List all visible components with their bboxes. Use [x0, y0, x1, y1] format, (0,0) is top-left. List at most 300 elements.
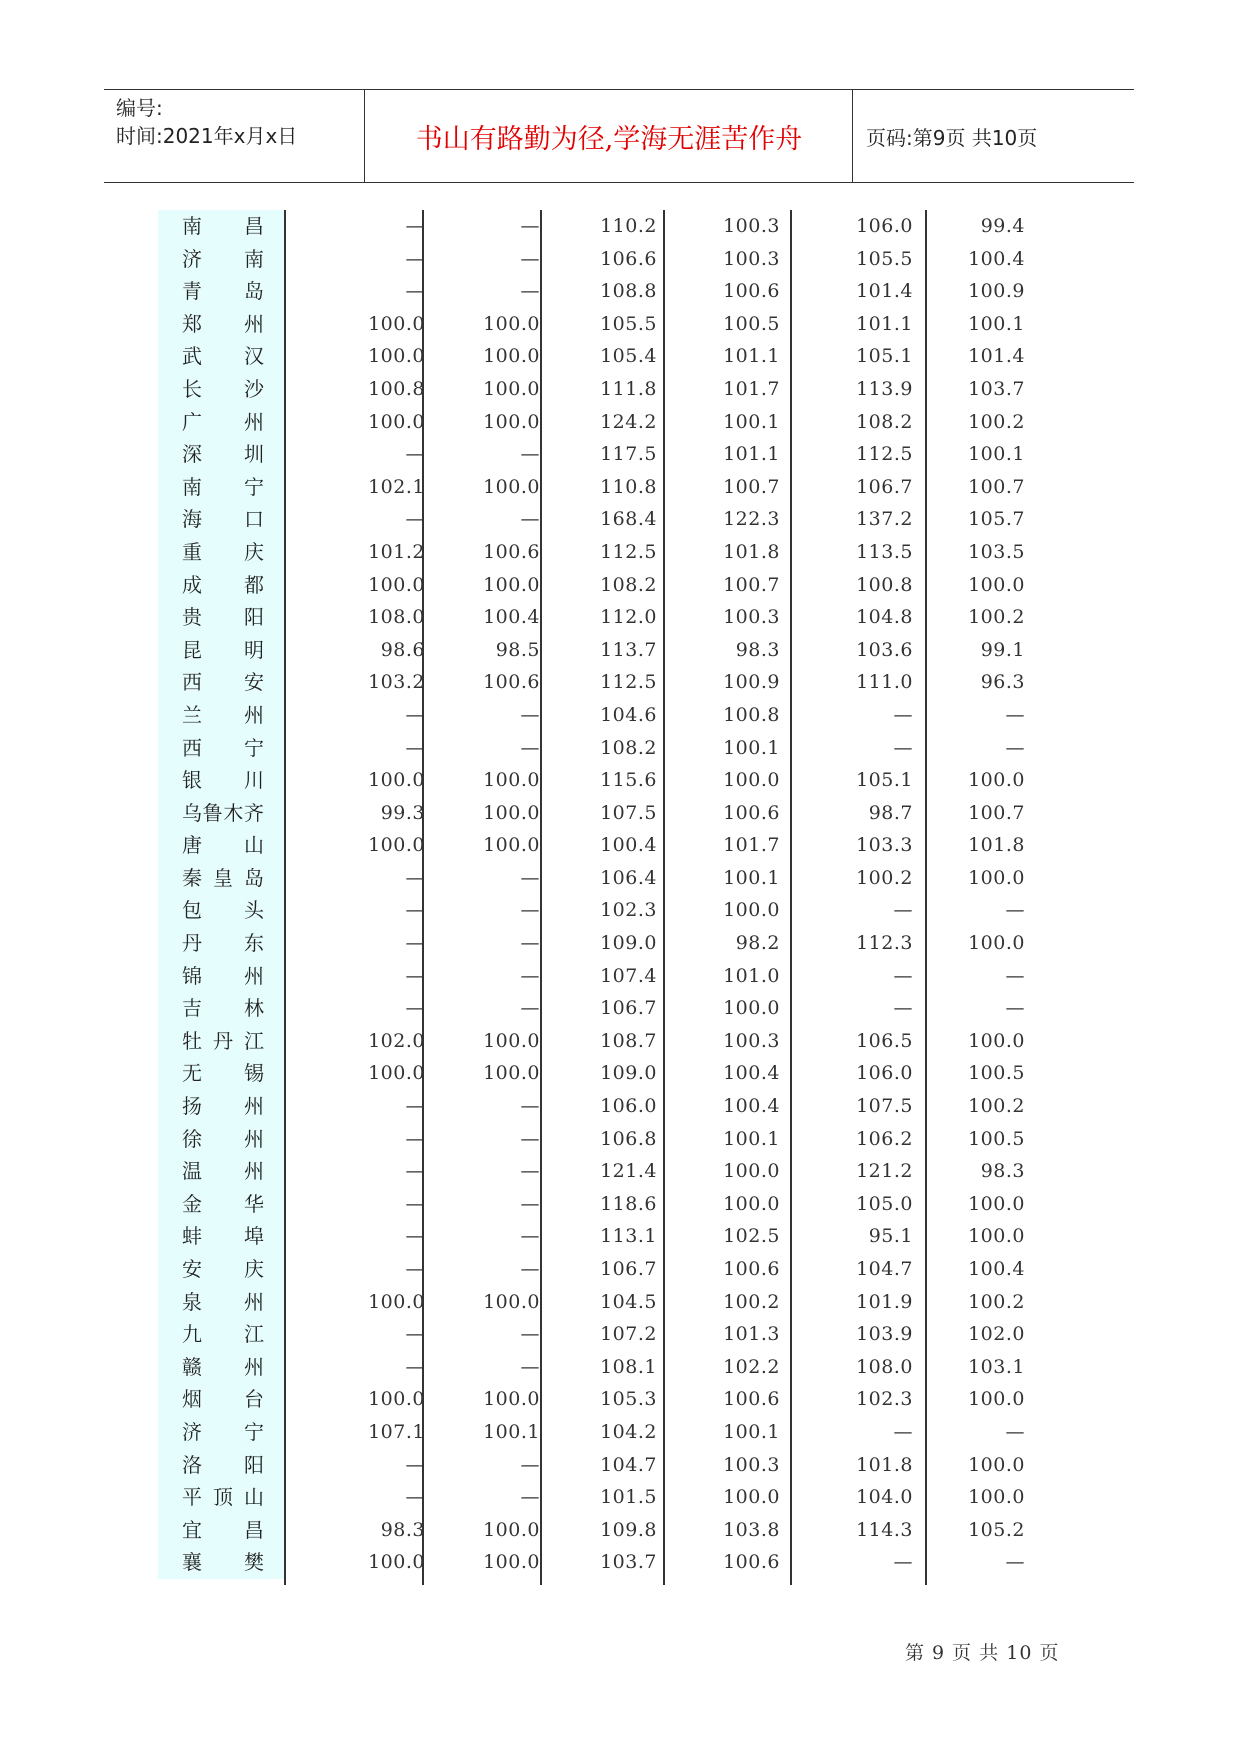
index-value: 102.3	[600, 899, 657, 922]
index-value: —	[405, 866, 425, 889]
index-value: 100.0	[723, 1486, 780, 1509]
index-value: —	[520, 1453, 540, 1476]
table-row	[158, 275, 1058, 308]
city-name: 郑州	[158, 308, 284, 341]
index-value: 113.9	[856, 377, 913, 400]
city-name: 安庆	[158, 1253, 284, 1286]
index-value: 98.6	[380, 638, 425, 661]
index-value: 106.7	[600, 997, 657, 1020]
index-value: —	[520, 736, 540, 759]
index-value: —	[405, 1453, 425, 1476]
index-value: 101.3	[723, 1323, 780, 1346]
index-value: 100.4	[483, 606, 540, 629]
index-value: —	[520, 280, 540, 303]
index-value: 112.3	[856, 932, 913, 955]
index-value: 100.5	[968, 1127, 1025, 1150]
index-value: 99.3	[380, 801, 425, 824]
index-value: 104.7	[856, 1258, 913, 1280]
index-value: 100.6	[723, 1551, 780, 1574]
index-value: 112.5	[600, 671, 657, 694]
page-footer: 第 9 页 共 10 页	[905, 1642, 1060, 1664]
index-value: 100.0	[968, 573, 1025, 596]
city-name: 秦皇岛	[158, 862, 284, 895]
index-value: 100.2	[723, 1290, 780, 1313]
index-value: 101.4	[856, 280, 913, 303]
index-value: —	[520, 899, 540, 922]
index-value: 105.2	[968, 1518, 1025, 1541]
city-name: 西宁	[158, 732, 284, 765]
index-value: 104.2	[600, 1420, 657, 1443]
city-name: 重庆	[158, 536, 284, 569]
city-name: 金华	[158, 1188, 284, 1221]
index-value: —	[520, 1225, 540, 1248]
index-value: 100.6	[723, 280, 780, 303]
index-value: —	[405, 1160, 425, 1183]
time-label: 时间:2021年x月x日	[116, 124, 298, 148]
index-value: 100.5	[723, 312, 780, 335]
table-row	[158, 797, 1058, 830]
index-value: 100.0	[483, 377, 540, 400]
index-value: 106.0	[856, 1062, 913, 1085]
index-value: —	[405, 1355, 425, 1378]
page-header	[104, 89, 1134, 183]
index-value: 100.0	[368, 312, 425, 335]
index-value: —	[520, 997, 540, 1020]
city-name: 赣州	[158, 1351, 284, 1384]
index-value: 105.1	[856, 769, 913, 792]
table-row	[158, 503, 1058, 536]
index-value: 100.9	[723, 671, 780, 694]
index-value: —	[405, 932, 425, 955]
index-value: 100.0	[483, 801, 540, 824]
table-row	[158, 1383, 1058, 1416]
index-value: 101.4	[968, 345, 1025, 368]
index-value: 100.0	[968, 1486, 1025, 1509]
index-value: —	[893, 964, 913, 987]
index-value: 100.0	[368, 1551, 425, 1574]
index-value: 105.7	[968, 508, 1025, 531]
index-value: 100.0	[483, 312, 540, 335]
index-value: 100.1	[968, 312, 1025, 335]
index-value: 100.0	[368, 1290, 425, 1313]
index-value: 108.2	[856, 410, 913, 433]
index-value: 107.4	[600, 964, 657, 987]
index-value: 104.7	[600, 1453, 657, 1476]
index-value: —	[1005, 736, 1025, 759]
index-value: 100.0	[483, 1388, 540, 1411]
index-value: 100.0	[483, 1062, 540, 1085]
index-value: 101.8	[856, 1453, 913, 1476]
index-value: 103.2	[368, 671, 425, 694]
city-name: 无锡	[158, 1057, 284, 1090]
index-value: 100.0	[483, 1518, 540, 1541]
index-value: 100.2	[968, 410, 1025, 433]
table-row	[158, 764, 1058, 797]
index-value: —	[405, 1486, 425, 1509]
index-value: 100.1	[723, 410, 780, 433]
table-row	[158, 894, 1058, 927]
index-value: 118.6	[600, 1192, 657, 1215]
index-value: 117.5	[600, 443, 657, 466]
index-value: 100.0	[723, 1192, 780, 1215]
index-value: 104.6	[600, 703, 657, 726]
index-value: 107.1	[368, 1420, 425, 1443]
city-name: 深圳	[158, 438, 284, 471]
index-value: 100.1	[483, 1420, 540, 1443]
city-name: 牡丹江	[158, 1025, 284, 1058]
table-row	[158, 1220, 1058, 1253]
index-value: 100.0	[368, 1388, 425, 1411]
city-name: 烟台	[158, 1383, 284, 1416]
index-value: 101.5	[600, 1486, 657, 1509]
city-name: 成都	[158, 569, 284, 602]
table-row	[158, 601, 1058, 634]
index-value: 122.3	[723, 508, 780, 531]
index-value: 105.1	[856, 345, 913, 368]
table-row	[158, 1253, 1058, 1286]
index-value: 100.6	[483, 671, 540, 694]
index-value: 100.2	[856, 866, 913, 889]
index-value: 102.0	[968, 1323, 1025, 1346]
index-value: 106.8	[600, 1127, 657, 1150]
index-value: 102.5	[723, 1225, 780, 1248]
table-row	[158, 1318, 1058, 1351]
city-name: 泉州	[158, 1286, 284, 1319]
index-value: 108.8	[600, 280, 657, 303]
index-value: 108.7	[600, 1029, 657, 1052]
index-value: 100.0	[368, 573, 425, 596]
price-index-table	[158, 210, 1058, 1579]
index-value: 100.8	[368, 377, 425, 400]
index-value: 100.4	[600, 834, 657, 857]
index-value: 102.0	[368, 1029, 425, 1052]
index-value: —	[893, 736, 913, 759]
table-row	[158, 960, 1058, 993]
index-value: 104.0	[856, 1486, 913, 1509]
index-value: 100.0	[483, 769, 540, 792]
index-value: 100.7	[723, 573, 780, 596]
index-value: 111.0	[856, 671, 913, 694]
index-value: 100.7	[723, 475, 780, 498]
table-row	[158, 992, 1058, 1025]
city-name: 乌鲁木齐	[158, 797, 284, 830]
city-name: 济南	[158, 243, 284, 276]
table-row	[158, 927, 1058, 960]
index-value: 105.5	[600, 312, 657, 335]
index-value: 100.1	[723, 866, 780, 889]
index-value: 121.4	[600, 1160, 657, 1183]
index-value: 101.1	[723, 443, 780, 466]
index-value: —	[520, 1258, 540, 1280]
index-value: 100.2	[968, 1290, 1025, 1313]
table-row	[158, 1188, 1058, 1221]
index-value: —	[520, 1355, 540, 1378]
index-value: —	[405, 899, 425, 922]
index-value: 101.8	[723, 540, 780, 563]
index-value: 100.4	[723, 1062, 780, 1085]
index-value: —	[1005, 1420, 1025, 1443]
index-value: 101.1	[723, 345, 780, 368]
index-value: —	[520, 1127, 540, 1150]
index-value: 124.2	[600, 410, 657, 433]
index-value: 100.0	[368, 1062, 425, 1085]
index-value: 100.4	[968, 1258, 1025, 1280]
city-name: 昆明	[158, 634, 284, 667]
index-value: 109.8	[600, 1518, 657, 1541]
index-value: 98.5	[495, 638, 540, 661]
index-value: 106.0	[856, 215, 913, 237]
index-value: —	[405, 508, 425, 531]
index-value: 100.9	[968, 280, 1025, 303]
index-value: —	[520, 964, 540, 987]
index-value: —	[405, 1258, 425, 1280]
index-value: 100.0	[968, 1225, 1025, 1248]
index-value: 121.2	[856, 1160, 913, 1183]
city-name: 温州	[158, 1155, 284, 1188]
index-value: 113.7	[600, 638, 657, 661]
index-value: —	[520, 703, 540, 726]
table-row	[158, 1057, 1058, 1090]
index-value: 100.8	[723, 703, 780, 726]
index-value: 100.1	[968, 443, 1025, 466]
index-value: —	[893, 899, 913, 922]
index-value: 100.1	[723, 1127, 780, 1150]
index-value: —	[520, 215, 540, 237]
index-value: —	[893, 703, 913, 726]
index-value: 101.2	[368, 540, 425, 563]
index-value: 98.2	[735, 932, 780, 955]
table-row	[158, 1449, 1058, 1482]
index-value: 100.0	[968, 1029, 1025, 1052]
city-name: 洛阳	[158, 1449, 284, 1482]
index-value: 107.5	[856, 1095, 913, 1118]
index-value: 98.3	[980, 1160, 1025, 1183]
index-value: 105.0	[856, 1192, 913, 1215]
city-name: 海口	[158, 503, 284, 536]
index-value: 100.6	[483, 540, 540, 563]
index-value: —	[405, 443, 425, 466]
index-value: —	[405, 997, 425, 1020]
table-row	[158, 1155, 1058, 1188]
index-value: 100.0	[968, 769, 1025, 792]
index-value: 101.7	[723, 377, 780, 400]
index-value: 100.0	[368, 834, 425, 857]
index-value: —	[405, 703, 425, 726]
index-value: 108.1	[600, 1355, 657, 1378]
table-row	[158, 732, 1058, 765]
index-value: 99.1	[980, 638, 1025, 661]
index-value: 100.1	[723, 1420, 780, 1443]
table-row	[158, 1090, 1058, 1123]
index-value: 98.7	[868, 801, 913, 824]
index-value: 104.8	[856, 606, 913, 629]
index-value: 113.1	[600, 1225, 657, 1248]
index-value: 107.2	[600, 1323, 657, 1346]
index-value: 109.0	[600, 1062, 657, 1085]
index-value: —	[405, 247, 425, 270]
index-value: —	[520, 508, 540, 531]
header-motto: 书山有路勤为径,学海无涯苦作舟	[415, 123, 803, 155]
city-name: 南昌	[158, 210, 284, 243]
index-value: 100.3	[723, 247, 780, 270]
index-value: 95.1	[868, 1225, 913, 1248]
index-value: —	[520, 247, 540, 270]
table-row	[158, 308, 1058, 341]
index-value: 103.9	[856, 1323, 913, 1346]
index-value: 100.6	[723, 1388, 780, 1411]
index-value: 100.0	[483, 410, 540, 433]
index-value: —	[405, 1192, 425, 1215]
index-value: 105.5	[856, 247, 913, 270]
index-value: —	[1005, 997, 1025, 1020]
index-value: 110.2	[600, 215, 657, 237]
index-value: —	[893, 1420, 913, 1443]
index-value: 100.7	[968, 801, 1025, 824]
city-name: 扬州	[158, 1090, 284, 1123]
index-value: 100.0	[368, 769, 425, 792]
header-page-number: 页码:第9页 共10页	[866, 125, 1038, 150]
index-value: 112.5	[600, 540, 657, 563]
index-value: —	[405, 736, 425, 759]
index-value: 102.2	[723, 1355, 780, 1378]
index-value: 100.4	[723, 1095, 780, 1118]
table-row	[158, 243, 1058, 276]
index-value: 100.6	[723, 801, 780, 824]
index-value: 111.8	[600, 377, 657, 400]
table-row	[158, 1351, 1058, 1384]
header-divider	[364, 90, 365, 182]
index-value: 100.6	[723, 1258, 780, 1280]
city-name: 长沙	[158, 373, 284, 406]
index-value: 104.5	[600, 1290, 657, 1313]
index-value: 100.3	[723, 1453, 780, 1476]
index-value: 106.2	[856, 1127, 913, 1150]
index-value: 100.0	[968, 1453, 1025, 1476]
index-value: 100.5	[968, 1062, 1025, 1085]
index-value: —	[520, 1323, 540, 1346]
index-value: 102.3	[856, 1388, 913, 1411]
index-value: —	[520, 866, 540, 889]
index-value: —	[520, 1095, 540, 1118]
table-row	[158, 373, 1058, 406]
index-value: 100.0	[968, 1192, 1025, 1215]
index-value: 100.3	[723, 1029, 780, 1052]
index-value: 108.2	[600, 736, 657, 759]
index-value: 103.8	[723, 1518, 780, 1541]
index-value: —	[893, 1551, 913, 1574]
index-value: —	[405, 1127, 425, 1150]
index-value: 101.8	[968, 834, 1025, 857]
index-value: 103.6	[856, 638, 913, 661]
index-value: 100.0	[723, 1160, 780, 1183]
index-value: 100.3	[723, 606, 780, 629]
city-name: 济宁	[158, 1416, 284, 1449]
index-value: 103.1	[968, 1355, 1025, 1378]
index-value: 100.0	[368, 345, 425, 368]
table-row	[158, 699, 1058, 732]
table-row	[158, 1416, 1058, 1449]
index-value: 114.3	[856, 1518, 913, 1541]
city-name: 襄樊	[158, 1546, 284, 1579]
city-name: 唐山	[158, 829, 284, 862]
city-name: 贵阳	[158, 601, 284, 634]
index-value: 98.3	[380, 1518, 425, 1541]
city-name: 南宁	[158, 471, 284, 504]
index-value: 103.7	[968, 377, 1025, 400]
index-value: 106.7	[600, 1258, 657, 1280]
index-value: 100.0	[483, 345, 540, 368]
table-row	[158, 1025, 1058, 1058]
city-name: 徐州	[158, 1123, 284, 1156]
index-value: —	[520, 1160, 540, 1183]
city-name: 兰州	[158, 699, 284, 732]
table-row	[158, 536, 1058, 569]
city-name: 青岛	[158, 275, 284, 308]
index-value: 137.2	[856, 508, 913, 531]
index-value: 100.0	[483, 573, 540, 596]
index-value: 106.5	[856, 1029, 913, 1052]
index-value: 106.6	[600, 247, 657, 270]
index-value: 100.0	[483, 475, 540, 498]
index-value: 100.0	[483, 1551, 540, 1574]
index-value: —	[520, 932, 540, 955]
index-value: 109.0	[600, 932, 657, 955]
city-name: 平顶山	[158, 1481, 284, 1514]
index-value: 101.1	[856, 312, 913, 335]
table-row	[158, 340, 1058, 373]
index-value: 103.5	[968, 540, 1025, 563]
index-value: 100.0	[483, 1290, 540, 1313]
index-value: 98.3	[735, 638, 780, 661]
index-value: 100.1	[723, 736, 780, 759]
table-row	[158, 666, 1058, 699]
index-value: 100.0	[483, 834, 540, 857]
index-value: 115.6	[600, 769, 657, 792]
index-value: 100.2	[968, 606, 1025, 629]
index-value: —	[405, 1323, 425, 1346]
index-value: —	[893, 997, 913, 1020]
code-label: 编号:	[116, 96, 163, 120]
city-name: 锦州	[158, 960, 284, 993]
city-name: 西安	[158, 666, 284, 699]
table-row	[158, 1514, 1058, 1547]
city-name: 广州	[158, 406, 284, 439]
index-value: 168.4	[600, 508, 657, 531]
index-value: —	[405, 1225, 425, 1248]
index-value: 101.9	[856, 1290, 913, 1313]
index-value: —	[1005, 1551, 1025, 1574]
index-value: —	[1005, 899, 1025, 922]
index-value: 100.0	[968, 932, 1025, 955]
index-value: 102.1	[368, 475, 425, 498]
city-name: 吉林	[158, 992, 284, 1025]
index-value: 106.0	[600, 1095, 657, 1118]
index-value: 96.3	[980, 671, 1025, 694]
index-value: 106.4	[600, 866, 657, 889]
table-row	[158, 1481, 1058, 1514]
index-value: 103.7	[600, 1551, 657, 1574]
index-value: 100.4	[968, 247, 1025, 270]
index-value: 110.8	[600, 475, 657, 498]
city-name: 武汉	[158, 340, 284, 373]
index-value: 100.0	[368, 410, 425, 433]
city-name: 宜昌	[158, 1514, 284, 1547]
index-value: 103.3	[856, 834, 913, 857]
index-value: 100.0	[968, 1388, 1025, 1411]
index-value: 113.5	[856, 540, 913, 563]
index-value: —	[405, 964, 425, 987]
table-row	[158, 1123, 1058, 1156]
